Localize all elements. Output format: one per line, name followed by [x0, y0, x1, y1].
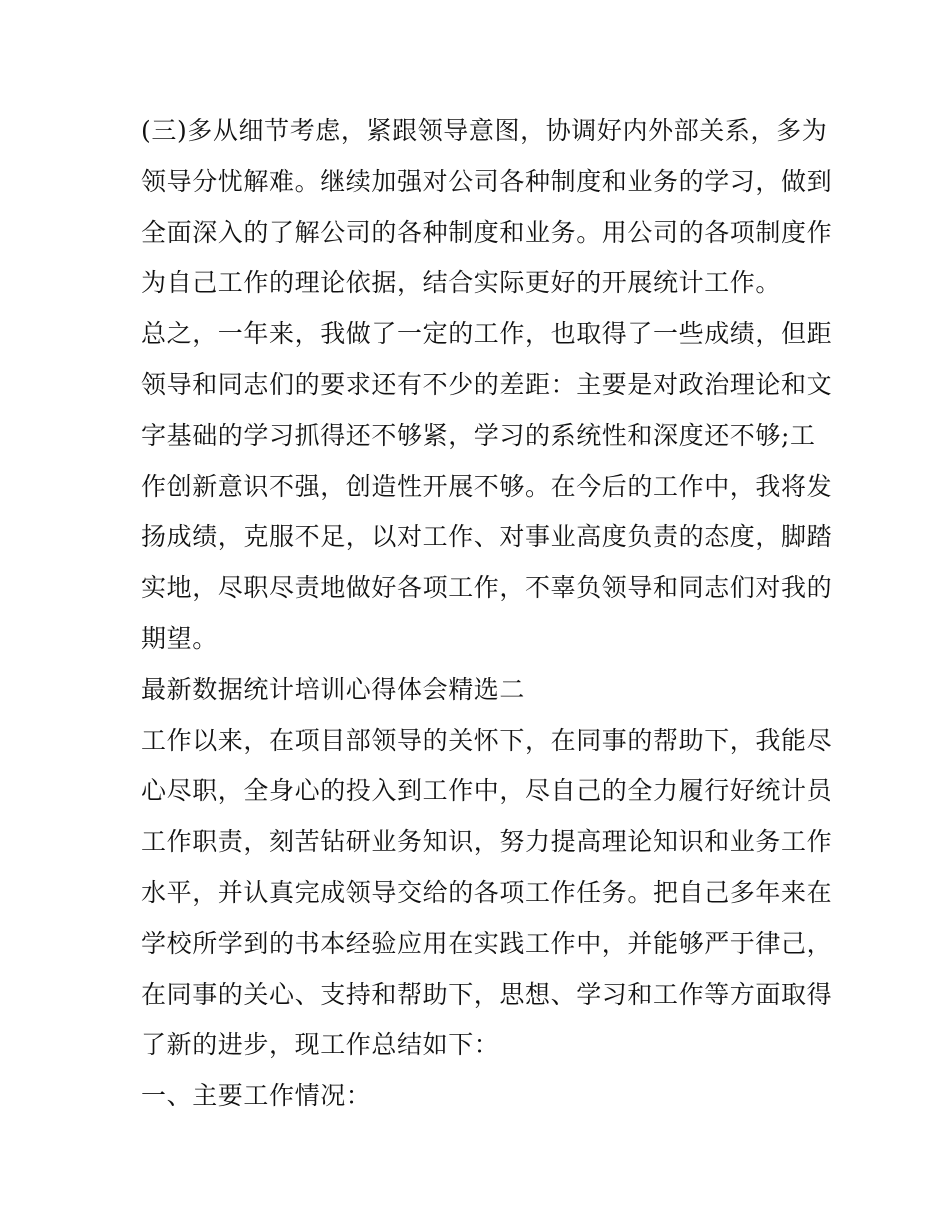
text-line: 学校所学到的书本经验应用在实践工作中，并能够严于律己，	[141, 928, 833, 958]
text-line: 为自己工作的理论依据，结合实际更好的开展统计工作。	[141, 268, 782, 298]
text-line: 心尽职，全身心的投入到工作中，尽自己的全力履行好统计员	[141, 776, 833, 806]
text-line: (三)多从细节考虑，紧跟领导意图，协调好内外部关系，多为	[141, 116, 828, 145]
document-body	[141, 106, 833, 1122]
text-line: 工作职责，刻苦钻研业务知识，努力提高理论知识和业务工作	[141, 827, 833, 857]
text-line: 领导分忧解难。继续加强对公司各种制度和业务的学习，做到	[141, 166, 833, 196]
text-line: 了新的进步，现工作总结如下：	[141, 1030, 500, 1060]
text-line: 工作以来，在项目部领导的关怀下，在同事的帮助下，我能尽	[141, 725, 833, 755]
text-line: 期望。	[141, 623, 218, 653]
subsection-heading: 一、主要工作情况：	[141, 1081, 372, 1111]
text-line: 水平，并认真完成领导交给的各项工作任务。把自己多年来在	[141, 877, 833, 907]
text-line: 全面深入的了解公司的各种制度和业务。用公司的各项制度作	[141, 217, 833, 247]
text-line: 领导和同志们的要求还有不少的差距：主要是对政治理论和文	[141, 369, 833, 399]
text-line: 总之，一年来，我做了一定的工作，也取得了一些成绩，但距	[141, 319, 833, 349]
text-line: 实地，尽职尽责地做好各项工作，不辜负领导和同志们对我的	[141, 573, 833, 603]
text-line: 扬成绩，克服不足，以对工作、对事业高度负责的态度，脚踏	[141, 522, 833, 552]
section-heading: 最新数据统计培训心得体会精选二	[141, 674, 526, 704]
text-line: 在同事的关心、支持和帮助下，思想、学习和工作等方面取得	[141, 979, 833, 1009]
text-line: 作创新意识不强，创造性开展不够。在今后的工作中，我将发	[141, 471, 833, 501]
text-line: 字基础的学习抓得还不够紧，学习的系统性和深度还不够;工	[141, 420, 816, 450]
